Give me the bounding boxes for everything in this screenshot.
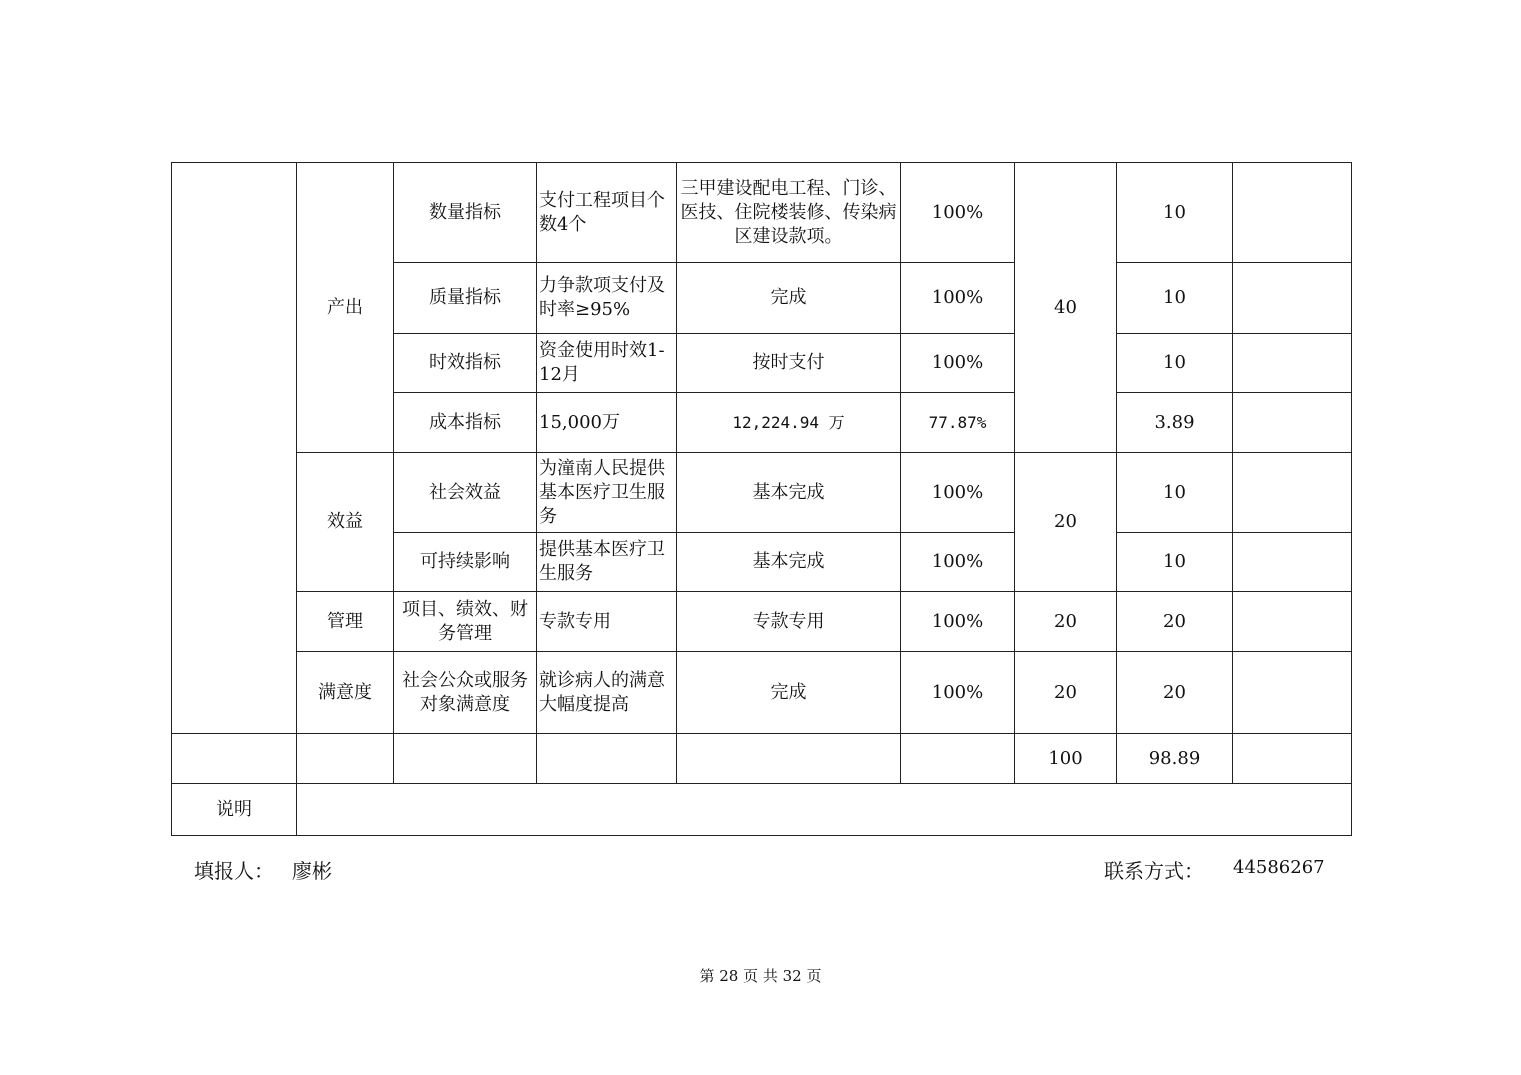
weight-cell: 40 [1015,163,1117,453]
rate-cell: 100% [901,533,1015,592]
empty-cell [394,734,537,784]
target-cell: 就诊病人的满意大幅度提高 [537,652,677,734]
target-cell: 提供基本医疗卫生服务 [537,533,677,592]
target-cell: 资金使用时效1-12月 [537,334,677,393]
note-cell [1233,533,1352,592]
score-cell: 3.89 [1117,393,1233,453]
remarks-row [172,784,1352,836]
indicator-cell: 社会效益 [394,453,537,533]
score-cell: 20 [1117,652,1233,734]
total-weight: 100 [1015,734,1117,784]
target-cell: 15,000万 [537,393,677,453]
target-cell: 力争款项支付及时率≥95% [537,263,677,334]
indicator-cell: 数量指标 [394,163,537,263]
score-cell: 20 [1117,592,1233,652]
weight-cell: 20 [1015,652,1117,734]
actual-cell: 三甲建设配电工程、门诊、医技、住院楼装修、传染病区建设款项。 [677,163,901,263]
page-number: 第 28 页 共 32 页 [699,967,822,985]
empty-cell [1233,734,1352,784]
rate-cell: 100% [901,263,1015,334]
rate-cell: 100% [901,652,1015,734]
table-row [172,652,1352,734]
indicator-cell: 社会公众或服务对象满意度 [394,652,537,734]
table-row [172,592,1352,652]
rate-cell: 100% [901,163,1015,263]
actual-cell: 完成 [677,652,901,734]
rate-cell: 100% [901,592,1015,652]
reporter-label: 填报人： [194,859,274,883]
note-cell [1233,263,1352,334]
table-row [172,163,1352,263]
reporter-name: 廖彬 [292,859,332,883]
actual-cell: 基本完成 [677,533,901,592]
target-cell: 支付工程项目个数4个 [537,163,677,263]
category-cell: 满意度 [297,652,394,734]
indicator-cell: 质量指标 [394,263,537,334]
category-cell: 产出 [297,163,394,453]
actual-cell: 12,224.94 万 [677,393,901,453]
contact-value: 44586267 [1233,857,1325,878]
total-row [172,734,1352,784]
category-cell: 管理 [297,592,394,652]
target-cell: 为潼南人民提供基本医疗卫生服务 [537,453,677,533]
score-cell: 10 [1117,263,1233,334]
note-cell [1233,334,1352,393]
actual-cell: 完成 [677,263,901,334]
total-score: 98.89 [1117,734,1233,784]
empty-cell [677,734,901,784]
indicator-cell: 时效指标 [394,334,537,393]
indicator-cell: 可持续影响 [394,533,537,592]
rate-cell: 77.87% [901,393,1015,453]
weight-cell: 20 [1015,453,1117,592]
note-cell [1233,163,1352,263]
indicator-cell: 成本指标 [394,393,537,453]
category-cell: 效益 [297,453,394,592]
note-cell [1233,393,1352,453]
actual-cell: 专款专用 [677,592,901,652]
remarks-label: 说明 [172,784,297,836]
actual-cell: 基本完成 [677,453,901,533]
score-cell: 10 [1117,453,1233,533]
note-cell [1233,652,1352,734]
rate-cell: 100% [901,334,1015,393]
performance-table [171,162,1352,836]
remarks-content [297,784,1352,836]
blank-first-column [172,163,297,734]
score-cell: 10 [1117,334,1233,393]
target-cell: 专款专用 [537,592,677,652]
empty-cell [172,734,297,784]
empty-cell [297,734,394,784]
empty-cell [901,734,1015,784]
indicator-cell: 项目、绩效、财务管理 [394,592,537,652]
note-cell [1233,592,1352,652]
score-cell: 10 [1117,163,1233,263]
rate-cell: 100% [901,453,1015,533]
note-cell [1233,453,1352,533]
empty-cell [537,734,677,784]
table-row [172,453,1352,533]
score-cell: 10 [1117,533,1233,592]
contact-label: 联系方式： [1104,859,1204,883]
weight-cell: 20 [1015,592,1117,652]
actual-cell: 按时支付 [677,334,901,393]
